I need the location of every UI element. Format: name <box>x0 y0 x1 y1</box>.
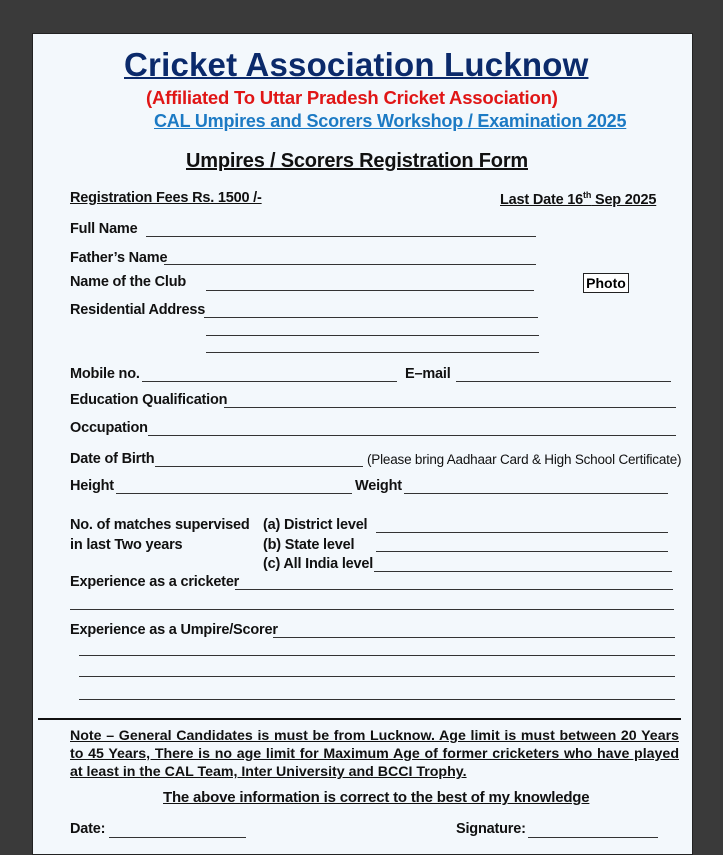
affiliation-subtitle: (Affiliated To Uttar Pradesh Cricket Association) <box>146 87 558 108</box>
club-label: Name of the Club <box>70 274 187 290</box>
district-level-label: (a) District level <box>263 517 368 533</box>
weight-label: Weight <box>355 478 402 494</box>
photo-label: Photo <box>586 275 626 291</box>
date-field[interactable] <box>109 837 246 838</box>
email-field[interactable] <box>456 381 671 382</box>
section-divider <box>38 718 681 720</box>
last-date: Last Date 16th Sep 2025 <box>500 190 657 208</box>
event-title: CAL Umpires and Scorers Workshop / Examination 2025 <box>154 111 627 131</box>
signature-label: Signature: <box>456 821 526 837</box>
dob-label: Date of Birth <box>70 451 155 467</box>
photo-box[interactable] <box>583 273 629 293</box>
mobile-label: Mobile no. <box>70 366 140 382</box>
fathers-name-field[interactable] <box>164 264 536 265</box>
signature-field[interactable] <box>528 837 658 838</box>
full-name-field[interactable] <box>146 236 536 237</box>
weight-field[interactable] <box>404 493 668 494</box>
height-field[interactable] <box>116 493 352 494</box>
fathers-name-label: Father’s Name <box>70 250 168 266</box>
form-title: Umpires / Scorers Registration Form <box>186 150 528 172</box>
exp-umpire-label: Experience as a Umpire/Scorer <box>70 622 278 638</box>
state-level-field[interactable] <box>376 551 668 552</box>
occupation-field[interactable] <box>148 435 676 436</box>
matches-label-line-1: No. of matches supervised <box>70 517 250 533</box>
height-label: Height <box>70 478 114 494</box>
exp-cricketer-field-2[interactable] <box>70 609 674 610</box>
full-name-label: Full Name <box>70 221 138 237</box>
exp-umpire-field-3[interactable] <box>79 676 675 677</box>
association-title: Cricket Association Lucknow <box>124 46 589 83</box>
registration-fees: Registration Fees Rs. 1500 /- <box>70 190 262 206</box>
all-india-level-field[interactable] <box>374 571 672 572</box>
exp-umpire-field-4[interactable] <box>79 699 675 700</box>
mobile-field[interactable] <box>142 381 397 382</box>
education-label: Education Qualification <box>70 392 228 408</box>
exp-umpire-field-1[interactable] <box>273 637 675 638</box>
dob-note: (Please bring Aadhaar Card & High School Certificate) <box>367 452 682 467</box>
dob-field[interactable] <box>155 466 363 467</box>
declaration: The above information is correct to the best of my knowledge <box>163 789 590 806</box>
eligibility-note: Note – General Candidates is must be from Lucknow. Age limit is must between 20 Years to 45 Years, There is no age limit for Maximum Age of former cricketers who have played at least in the CAL Team, Inter University and BCCI Trophy. <box>70 728 679 780</box>
date-label: Date: <box>70 821 106 837</box>
email-label: E–mail <box>405 366 451 382</box>
address-line-1[interactable] <box>204 317 538 318</box>
all-india-level-label: (c) All India level <box>263 556 374 572</box>
district-level-field[interactable] <box>376 532 668 533</box>
registration-form-page <box>32 33 693 855</box>
matches-label-line-2: in last Two years <box>70 537 183 553</box>
exp-cricketer-label: Experience as a cricketer <box>70 574 240 590</box>
address-line-3[interactable] <box>206 352 539 353</box>
state-level-label: (b) State level <box>263 537 355 553</box>
address-label: Residential Address <box>70 302 206 318</box>
exp-cricketer-field-1[interactable] <box>235 589 673 590</box>
club-field[interactable] <box>206 290 534 291</box>
education-field[interactable] <box>224 407 676 408</box>
exp-umpire-field-2[interactable] <box>79 655 675 656</box>
address-line-2[interactable] <box>206 335 539 336</box>
occupation-label: Occupation <box>70 420 148 436</box>
